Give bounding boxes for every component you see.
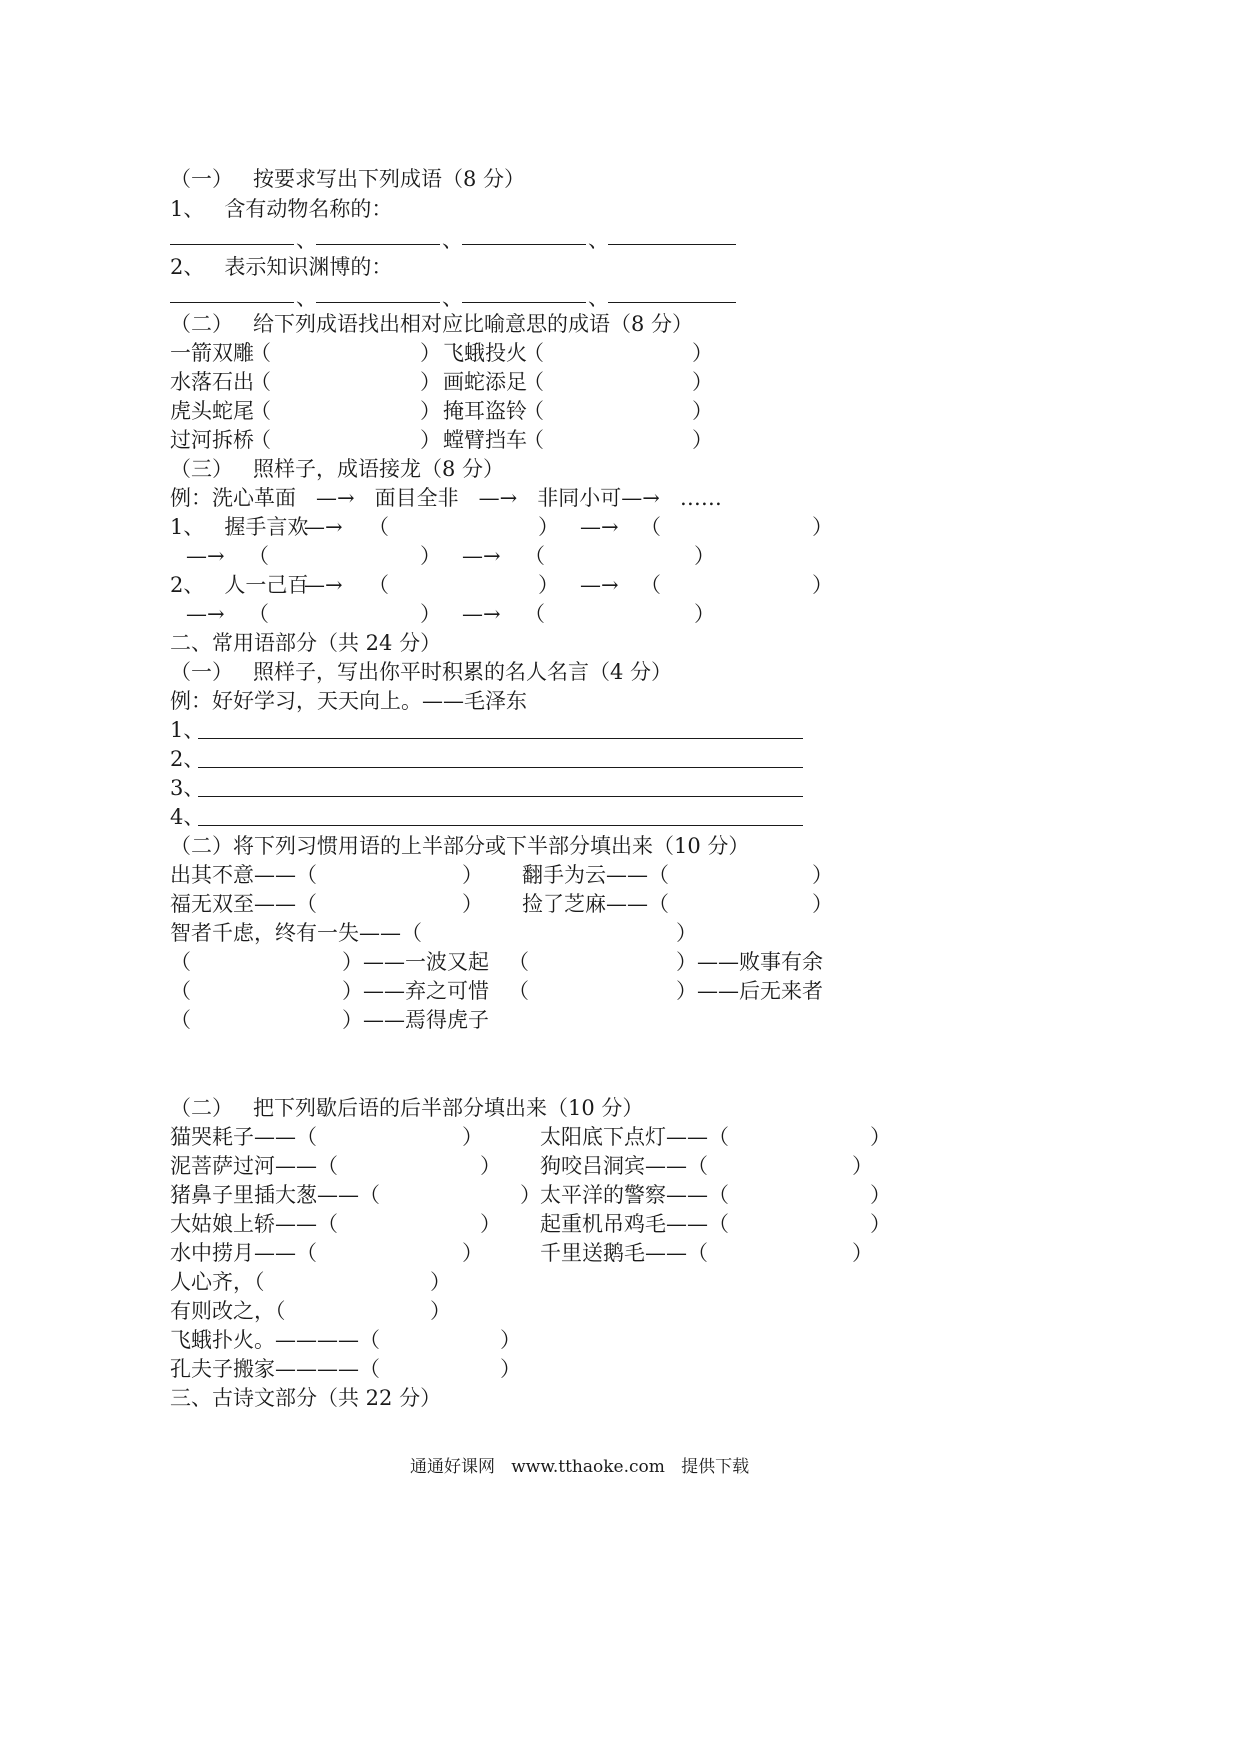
phrase-right: 捡了芝麻——（ <box>522 892 669 916</box>
paren-close: ） <box>870 1212 891 1236</box>
paren-close: ） <box>500 1328 521 1352</box>
paren-close: ） <box>812 573 833 597</box>
paren-close: ） <box>462 1241 483 1265</box>
phrase-left: 出其不意——（ <box>170 863 317 887</box>
paren-close: ） <box>812 892 833 916</box>
separator: 、 <box>442 228 463 252</box>
quote-line[interactable] <box>198 767 803 768</box>
part-2-sub-2: （二）将下列习惯用语的上半部分或下半部分填出来（10 分） <box>170 834 750 858</box>
paren-close: ） <box>812 515 833 539</box>
paren-open: （ <box>640 515 661 539</box>
separator: 、 <box>442 286 463 310</box>
paren-close: ） <box>480 1212 501 1236</box>
paren-open: （ <box>250 370 271 394</box>
quote-line[interactable] <box>198 738 803 739</box>
answer-line[interactable] <box>608 302 736 303</box>
paren-close: ） <box>812 863 833 887</box>
phrase-tail: ）——焉得虎子 <box>342 1008 489 1032</box>
section-1-heading: （一） 按要求写出下列成语（8 分） <box>170 167 526 191</box>
arrow: —→ <box>186 544 225 568</box>
paren-open: （ <box>170 950 191 974</box>
arrow: —→ <box>462 544 501 568</box>
idiom-right: 飞蛾投火 <box>443 341 527 365</box>
question-1-2: 2、 表示知识渊博的： <box>170 255 393 279</box>
idiom-left: 虎头蛇尾 <box>170 399 254 423</box>
part-2-title: 二、常用语部分（共 24 分） <box>170 631 442 655</box>
paren-close: ） <box>694 602 715 626</box>
paren-close: ） <box>692 399 713 423</box>
idiom-right: 掩耳盗铃 <box>443 399 527 423</box>
idiom-left: 水落石出 <box>170 370 254 394</box>
idiom-right: 画蛇添足 <box>443 370 527 394</box>
chain-question-1: 1、 握手言欢 <box>170 515 309 539</box>
separator: 、 <box>296 228 317 252</box>
quote-example: 例：好好学习，天天向上。——毛泽东 <box>170 689 527 713</box>
paren-close: ） <box>676 921 697 945</box>
phrase-right: 翻手为云——（ <box>522 863 669 887</box>
xiehouyu-left: 猪鼻子里插大葱——（ <box>170 1183 380 1207</box>
phrase-tail: ）——一波又起 <box>342 950 489 974</box>
phrase-feie: 飞蛾扑火。————（ <box>170 1328 380 1352</box>
xiehouyu-right: 起重机吊鸡毛——（ <box>540 1212 729 1236</box>
paren-open: （ <box>250 428 271 452</box>
answer-line[interactable] <box>462 244 586 245</box>
footer-text: 通通好课网 www.tthaoke.com 提供下载 <box>410 1457 750 1477</box>
quote-number: 2、 <box>170 747 205 771</box>
paren-close: ） <box>870 1125 891 1149</box>
paren-close: ） <box>852 1241 873 1265</box>
phrase-zhizhe: 智者千虑，终有一失——（ <box>170 921 422 945</box>
paren-open: （ <box>524 544 545 568</box>
quote-number: 4、 <box>170 805 205 829</box>
paren-close: ） <box>852 1154 873 1178</box>
paren-open: （ <box>248 544 269 568</box>
paren-close: ） <box>870 1183 891 1207</box>
paren-open: （ <box>508 950 529 974</box>
separator: 、 <box>296 286 317 310</box>
chain-question-2: 2、 人一己百 <box>170 573 309 597</box>
paren-open: （ <box>250 399 271 423</box>
answer-line[interactable] <box>316 302 440 303</box>
part-3-title: 三、古诗文部分（共 22 分） <box>170 1386 442 1410</box>
paren-close: ） <box>500 1357 521 1381</box>
phrase-youze: 有则改之，（ <box>170 1299 286 1323</box>
xiehouyu-right: 千里送鹅毛——（ <box>540 1241 708 1265</box>
paren-open: （ <box>248 602 269 626</box>
separator: 、 <box>588 228 609 252</box>
answer-line[interactable] <box>462 302 586 303</box>
arrow: —→ <box>304 573 343 597</box>
paren-close: ） <box>430 1270 451 1294</box>
paren-close: ） <box>430 1299 451 1323</box>
paren-close: ） <box>538 573 559 597</box>
question-1-1: 1、 含有动物名称的： <box>170 197 393 221</box>
paren-open: （ <box>170 979 191 1003</box>
paren-open: （ <box>523 428 544 452</box>
paren-close: ） <box>694 544 715 568</box>
paren-open: （ <box>250 341 271 365</box>
paren-close: ） <box>462 1125 483 1149</box>
section-2-heading: （二） 给下列成语找出相对应比喻意思的成语（8 分） <box>170 312 694 336</box>
part-2-sub-3: （二） 把下列歇后语的后半部分填出来（10 分） <box>170 1096 644 1120</box>
phrase-tail: ）——后无来者 <box>676 979 823 1003</box>
xiehouyu-left: 大姑娘上轿——（ <box>170 1212 338 1236</box>
arrow: —→ <box>186 602 225 626</box>
xiehouyu-right: 太阳底下点灯——（ <box>540 1125 729 1149</box>
answer-line[interactable] <box>608 244 736 245</box>
xiehouyu-left: 水中捞月——（ <box>170 1241 317 1265</box>
quote-number: 1、 <box>170 718 205 742</box>
phrase-left: 福无双至——（ <box>170 892 317 916</box>
phrase-tail: ）——弃之可惜 <box>342 979 489 1003</box>
paren-open: （ <box>508 979 529 1003</box>
paren-close: ） <box>420 399 441 423</box>
paren-open: （ <box>523 399 544 423</box>
paren-close: ） <box>420 341 441 365</box>
paren-close: ） <box>520 1183 541 1207</box>
paren-open: （ <box>523 341 544 365</box>
quote-number: 3、 <box>170 776 205 800</box>
paren-close: ） <box>420 370 441 394</box>
paren-open: （ <box>640 573 661 597</box>
idiom-left: 一箭双雕 <box>170 341 254 365</box>
paren-close: ） <box>462 863 483 887</box>
part-2-sub-1: （一） 照样子，写出你平时积累的名人名言（4 分） <box>170 660 673 684</box>
idiom-left: 过河拆桥 <box>170 428 254 452</box>
paren-close: ） <box>692 428 713 452</box>
paren-close: ） <box>420 428 441 452</box>
quote-line[interactable] <box>198 796 803 797</box>
paren-close: ） <box>480 1154 501 1178</box>
phrase-renxin: 人心齐，（ <box>170 1270 265 1294</box>
paren-close: ） <box>420 544 441 568</box>
paren-close: ） <box>692 370 713 394</box>
arrow: —→ <box>304 515 343 539</box>
quote-line[interactable] <box>198 825 803 826</box>
paren-open: （ <box>368 515 389 539</box>
paren-open: （ <box>368 573 389 597</box>
arrow: —→ <box>580 515 619 539</box>
answer-line[interactable] <box>316 244 440 245</box>
answer-line[interactable] <box>170 302 294 303</box>
arrow: —→ <box>580 573 619 597</box>
paren-open: （ <box>170 1008 191 1032</box>
paren-close: ） <box>462 892 483 916</box>
paren-open: （ <box>523 370 544 394</box>
paren-close: ） <box>420 602 441 626</box>
phrase-tail: ）——败事有余 <box>676 950 823 974</box>
xiehouyu-left: 泥菩萨过河——（ <box>170 1154 338 1178</box>
chain-example: 例：洗心革面 —→ 面目全非 —→ 非同小可—→ …… <box>170 486 722 510</box>
answer-line[interactable] <box>170 244 294 245</box>
xiehouyu-right: 太平洋的警察——（ <box>540 1183 729 1207</box>
paren-open: （ <box>524 602 545 626</box>
xiehouyu-right: 狗咬吕洞宾——（ <box>540 1154 708 1178</box>
arrow: —→ <box>462 602 501 626</box>
phrase-kongfuzi: 孔夫子搬家————（ <box>170 1357 380 1381</box>
separator: 、 <box>588 286 609 310</box>
xiehouyu-left: 猫哭耗子——（ <box>170 1125 317 1149</box>
idiom-right: 螳臂挡车 <box>443 428 527 452</box>
section-3-heading: （三） 照样子，成语接龙（8 分） <box>170 457 505 481</box>
paren-close: ） <box>538 515 559 539</box>
paren-close: ） <box>692 341 713 365</box>
